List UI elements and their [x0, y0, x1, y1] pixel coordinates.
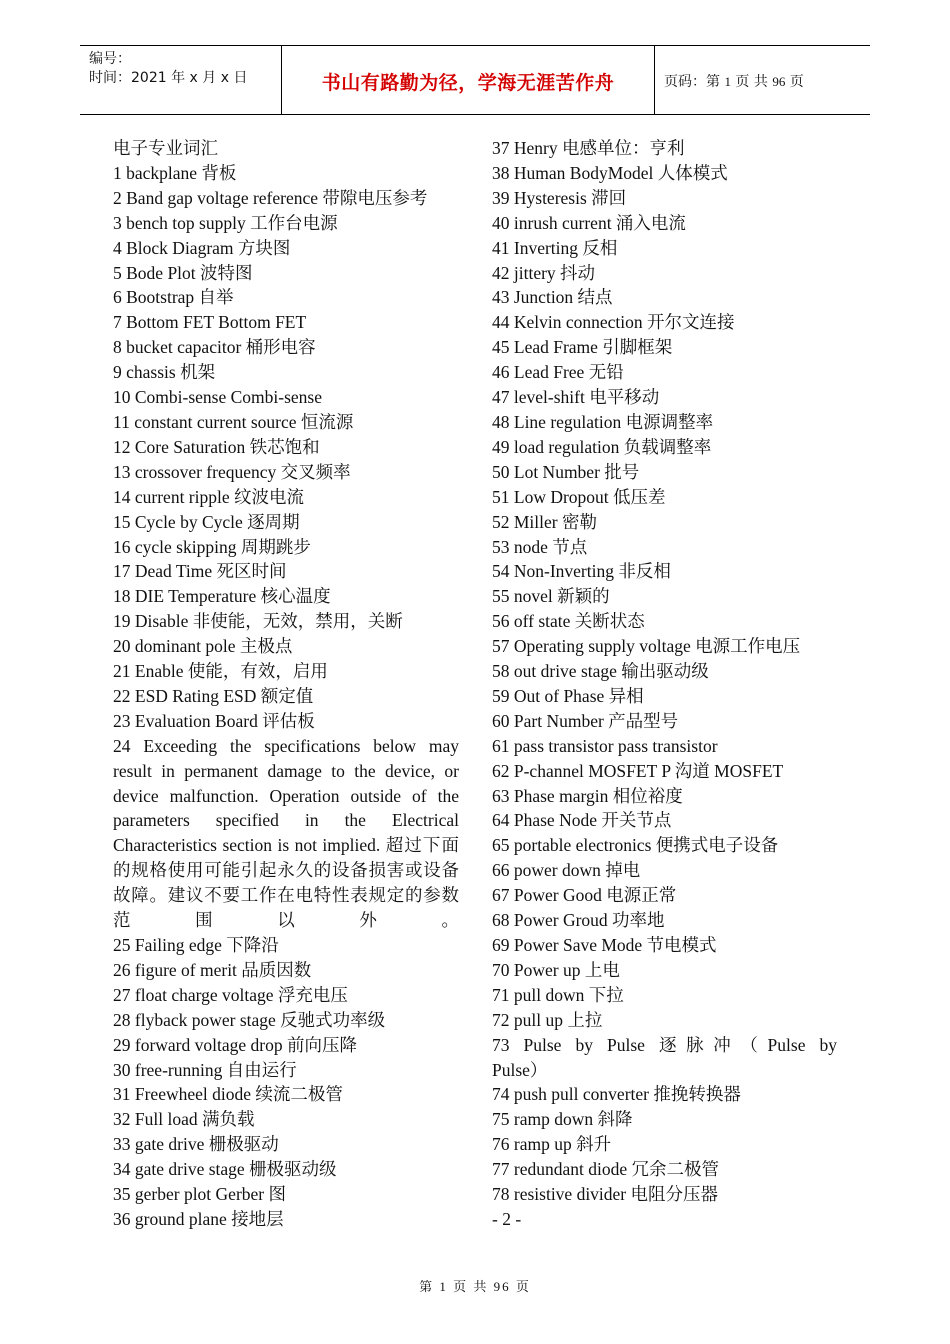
glossary-item: 7 Bottom FET Bottom FET	[113, 312, 307, 333]
glossary-list-left	[113, 136, 459, 734]
glossary-item: 5 Bode Plot 波特图	[113, 262, 253, 283]
header-page-number	[664, 71, 804, 91]
glossary-item: 12 Core Saturation 铁芯饱和	[113, 436, 320, 457]
page-number: 1	[724, 74, 731, 89]
glossary-item: 35 gerber plot Gerber 图	[113, 1184, 286, 1205]
glossary-item: 66 power down 掉电	[492, 860, 641, 881]
glossary-item: 14 current ripple 纹波电流	[113, 486, 304, 507]
header-divider	[654, 46, 655, 114]
glossary-item: 69 Power Save Mode 节电模式	[492, 935, 717, 955]
glossary-item: 36 ground plane 接地层	[113, 1208, 284, 1229]
glossary-item: 32 Full load 满负载	[113, 1109, 255, 1130]
glossary-list-right-tail	[492, 1082, 837, 1231]
glossary-item: 54 Non-Inverting 非反相	[492, 561, 671, 582]
glossary-item: 8 bucket capacitor 桶形电容	[113, 337, 316, 358]
glossary-item: 25 Failing edge 下降沿	[113, 935, 279, 955]
glossary-item: 75 ramp down 斜降	[492, 1109, 633, 1130]
page-footer: 第 1 页 共 96 页	[419, 1279, 531, 1294]
document-code-label: 编号：	[89, 51, 131, 67]
glossary-item: 64 Phase Node 开关节点	[492, 810, 672, 831]
header-motto: 书山有路勤为径，学海无涯苦作舟	[321, 72, 615, 94]
page-total: 96	[772, 74, 786, 89]
glossary-list-right	[492, 136, 837, 1033]
glossary-item: - 2 -	[492, 1208, 522, 1229]
glossary-item: 28 flyback power stage 反驰式功率级	[113, 1009, 386, 1030]
glossary-item: 11 constant current source 恒流源	[113, 411, 354, 432]
glossary-item: 9 chassis 机架	[113, 362, 216, 383]
page-prefix: 页码：第	[664, 74, 720, 90]
glossary-item: 61 pass transistor pass transistor	[492, 735, 718, 756]
glossary-item: 52 Miller 密勒	[492, 511, 597, 532]
glossary-item: 45 Lead Frame 引脚框架	[492, 337, 673, 358]
glossary-item: 18 DIE Temperature 核心温度	[113, 586, 331, 607]
glossary-item: 58 out drive stage 输出驱动级	[492, 661, 709, 682]
glossary-item: 70 Power up 上电	[492, 959, 620, 980]
glossary-item: 65 portable electronics 便携式电子设备	[492, 835, 779, 856]
glossary-item: 6 Bootstrap 自举	[113, 287, 234, 308]
glossary-item: 41 Inverting 反相	[492, 237, 618, 258]
glossary-item: 19 Disable 非使能，无效，禁用，关断	[113, 611, 403, 632]
glossary-item: 51 Low Dropout 低压差	[492, 486, 666, 507]
page-header	[80, 45, 870, 115]
glossary-item: 62 P-channel MOSFET P 沟道 MOSFET	[492, 760, 784, 781]
glossary-item: 67 Power Good 电源正常	[492, 885, 677, 906]
glossary-item: 71 pull down 下拉	[492, 984, 624, 1005]
glossary-item: 78 resistive divider 电阻分压器	[492, 1184, 719, 1205]
glossary-item: 39 Hysteresis 滞回	[492, 187, 627, 208]
glossary-item: 60 Part Number 产品型号	[492, 710, 679, 731]
glossary-item: 47 level-shift 电平移动	[492, 387, 660, 408]
glossary-item: 43 Junction 结点	[492, 287, 613, 308]
glossary-item-73-line2: Pulse）	[492, 1059, 548, 1080]
glossary-item: 10 Combi-sense Combi-sense	[113, 387, 323, 408]
glossary-item: 44 Kelvin connection 开尔文连接	[492, 312, 735, 333]
glossary-item: 1 backplane 背板	[113, 162, 237, 183]
glossary-item-73-line1: 73 Pulse by Pulse 逐脉冲（Pulse by	[492, 1034, 837, 1055]
glossary-item: 57 Operating supply voltage 电源工作电压	[492, 636, 801, 657]
glossary-item: 55 novel 新颖的	[492, 586, 610, 607]
glossary-item: 42 jittery 抖动	[492, 262, 596, 283]
glossary-item: 53 node 节点	[492, 536, 588, 557]
page-mid: 页 共	[735, 74, 768, 90]
glossary-item: 3 bench top supply 工作台电源	[113, 212, 338, 233]
glossary-item: 13 crossover frequency 交叉频率	[113, 461, 351, 482]
glossary-item: 17 Dead Time 死区时间	[113, 561, 287, 582]
glossary-item: 59 Out of Phase 异相	[492, 685, 644, 706]
glossary-item: 76 ramp up 斜升	[492, 1134, 612, 1155]
glossary-item: 30 free-running 自由运行	[113, 1059, 297, 1080]
glossary-item: 29 forward voltage drop 前向压降	[113, 1034, 357, 1055]
glossary-list-left-tail	[113, 933, 459, 1232]
glossary-item-24: 24 Exceeding the specifications below may result in permanent damage to the device, or device malfunction. Operation outside of the parameters specified in the Electrical Characteristics section is not implied. 超过下面的规格使用可能引起永久的设备损害或设备故障。建议不要工作在电特性表规定的参数范围以外。	[113, 735, 459, 931]
glossary-item: 20 dominant pole 主极点	[113, 636, 293, 657]
glossary-item: 电子专业词汇	[113, 138, 218, 158]
right-column	[492, 136, 837, 1232]
document-time: 时间：2021 年 x 月 x 日	[89, 70, 248, 86]
glossary-item: 48 Line regulation 电源调整率	[492, 411, 714, 432]
left-column	[113, 136, 459, 1232]
glossary-item: 33 gate drive 栅极驱动	[113, 1134, 279, 1155]
glossary-item: 26 figure of merit 品质因数	[113, 959, 312, 980]
glossary-item: 56 off state 关断状态	[492, 611, 645, 632]
glossary-item: 77 redundant diode 冗余二极管	[492, 1159, 719, 1180]
glossary-item: 68 Power Groud 功率地	[492, 910, 665, 931]
glossary-item: 49 load regulation 负载调整率	[492, 436, 712, 457]
glossary-item: 40 inrush current 涌入电流	[492, 212, 686, 233]
glossary-item: 23 Evaluation Board 评估板	[113, 710, 315, 731]
glossary-item: 46 Lead Free 无铅	[492, 362, 624, 383]
glossary-item: 4 Block Diagram 方块图	[113, 237, 291, 258]
page-suffix: 页	[789, 74, 804, 90]
glossary-item: 2 Band gap voltage reference 带隙电压参考	[113, 187, 428, 208]
glossary-item: 21 Enable 使能，有效，启用	[113, 661, 328, 682]
glossary-item: 31 Freewheel diode 续流二极管	[113, 1084, 343, 1105]
glossary-item: 15 Cycle by Cycle 逐周期	[113, 511, 300, 532]
glossary-item: 37 Henry 电感单位：亨利	[492, 138, 685, 158]
glossary-item: 38 Human BodyModel 人体模式	[492, 162, 728, 183]
glossary-item: 22 ESD Rating ESD 额定值	[113, 685, 314, 706]
header-meta	[89, 50, 247, 88]
glossary-item: 16 cycle skipping 周期跳步	[113, 536, 311, 557]
glossary-item: 74 push pull converter 推挽转换器	[492, 1084, 741, 1105]
glossary-item: 72 pull up 上拉	[492, 1009, 603, 1030]
glossary-item: 63 Phase margin 相位裕度	[492, 785, 683, 806]
glossary-item: 50 Lot Number 批号	[492, 461, 640, 482]
glossary-item: 27 float charge voltage 浮充电压	[113, 984, 348, 1005]
glossary-item: 34 gate drive stage 栅极驱动级	[113, 1159, 337, 1180]
